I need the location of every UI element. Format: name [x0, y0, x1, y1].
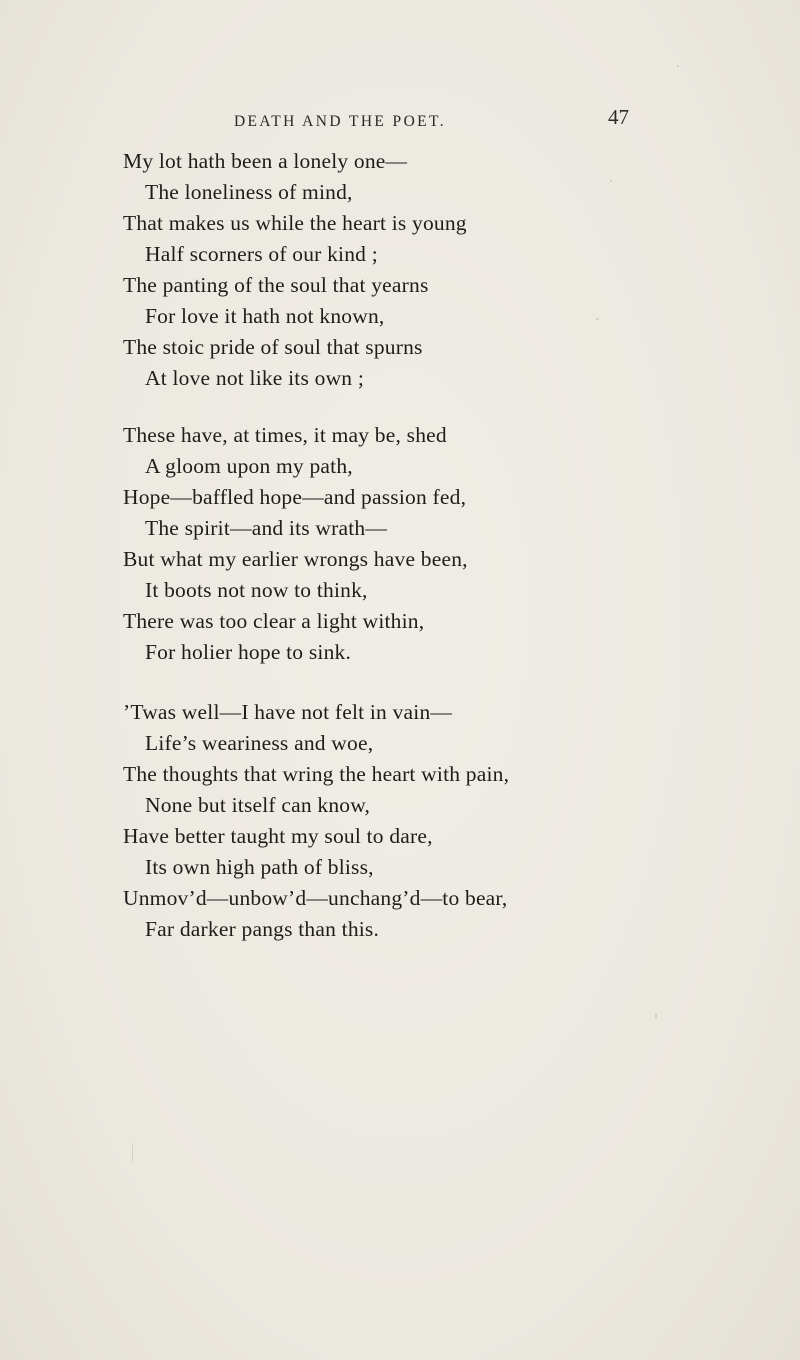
paper-speck [677, 65, 679, 67]
poem-line: None but itself can know, [145, 793, 371, 817]
poem-line: Life’s weariness and woe, [145, 731, 374, 755]
poem-line: The thoughts that wring the heart with pain, [123, 762, 510, 786]
poem-line: The stoic pride of soul that spurns [123, 335, 423, 359]
page-number: 47 [608, 105, 629, 129]
poem-line: Its own high path of bliss, [145, 855, 374, 879]
poem-line: At love not like its own ; [145, 366, 364, 390]
poem-line: For holier hope to sink. [145, 640, 352, 664]
poem-line: A gloom upon my path, [145, 454, 353, 478]
poem-line: My lot hath been a lonely one— [123, 149, 408, 173]
poem-line: The panting of the soul that yearns [123, 273, 429, 297]
running-head-title: DEATH AND THE POET. [233, 113, 447, 130]
paper-speck [610, 180, 612, 182]
poem-line: These have, at times, it may be, shed [123, 423, 447, 447]
poem-line: The loneliness of mind, [145, 180, 353, 204]
poem-line: Hope—baffled hope—and passion fed, [123, 485, 467, 509]
poem-line: ’Twas well—I have not felt in vain— [123, 700, 453, 724]
poem-line: But what my earlier wrongs have been, [123, 547, 468, 571]
poem-line: There was too clear a light within, [123, 609, 425, 633]
poem-line: The spirit—and its wrath— [145, 516, 388, 540]
paper-speck [655, 1013, 657, 1019]
poem-line: Unmov’d—unbow’d—unchang’d—to bear, [123, 886, 508, 910]
poem-line: It boots not now to think, [145, 578, 368, 602]
poem-line: Half scorners of our kind ; [145, 242, 378, 266]
running-head [0, 105, 800, 141]
paper-speck [596, 318, 599, 320]
paper-speck [132, 1142, 133, 1164]
poem-line: For love it hath not known, [145, 304, 385, 328]
poem-line: That makes us while the heart is young [123, 211, 467, 235]
poem-line: Far darker pangs than this. [145, 917, 380, 941]
poem-line: Have better taught my soul to dare, [123, 824, 433, 848]
